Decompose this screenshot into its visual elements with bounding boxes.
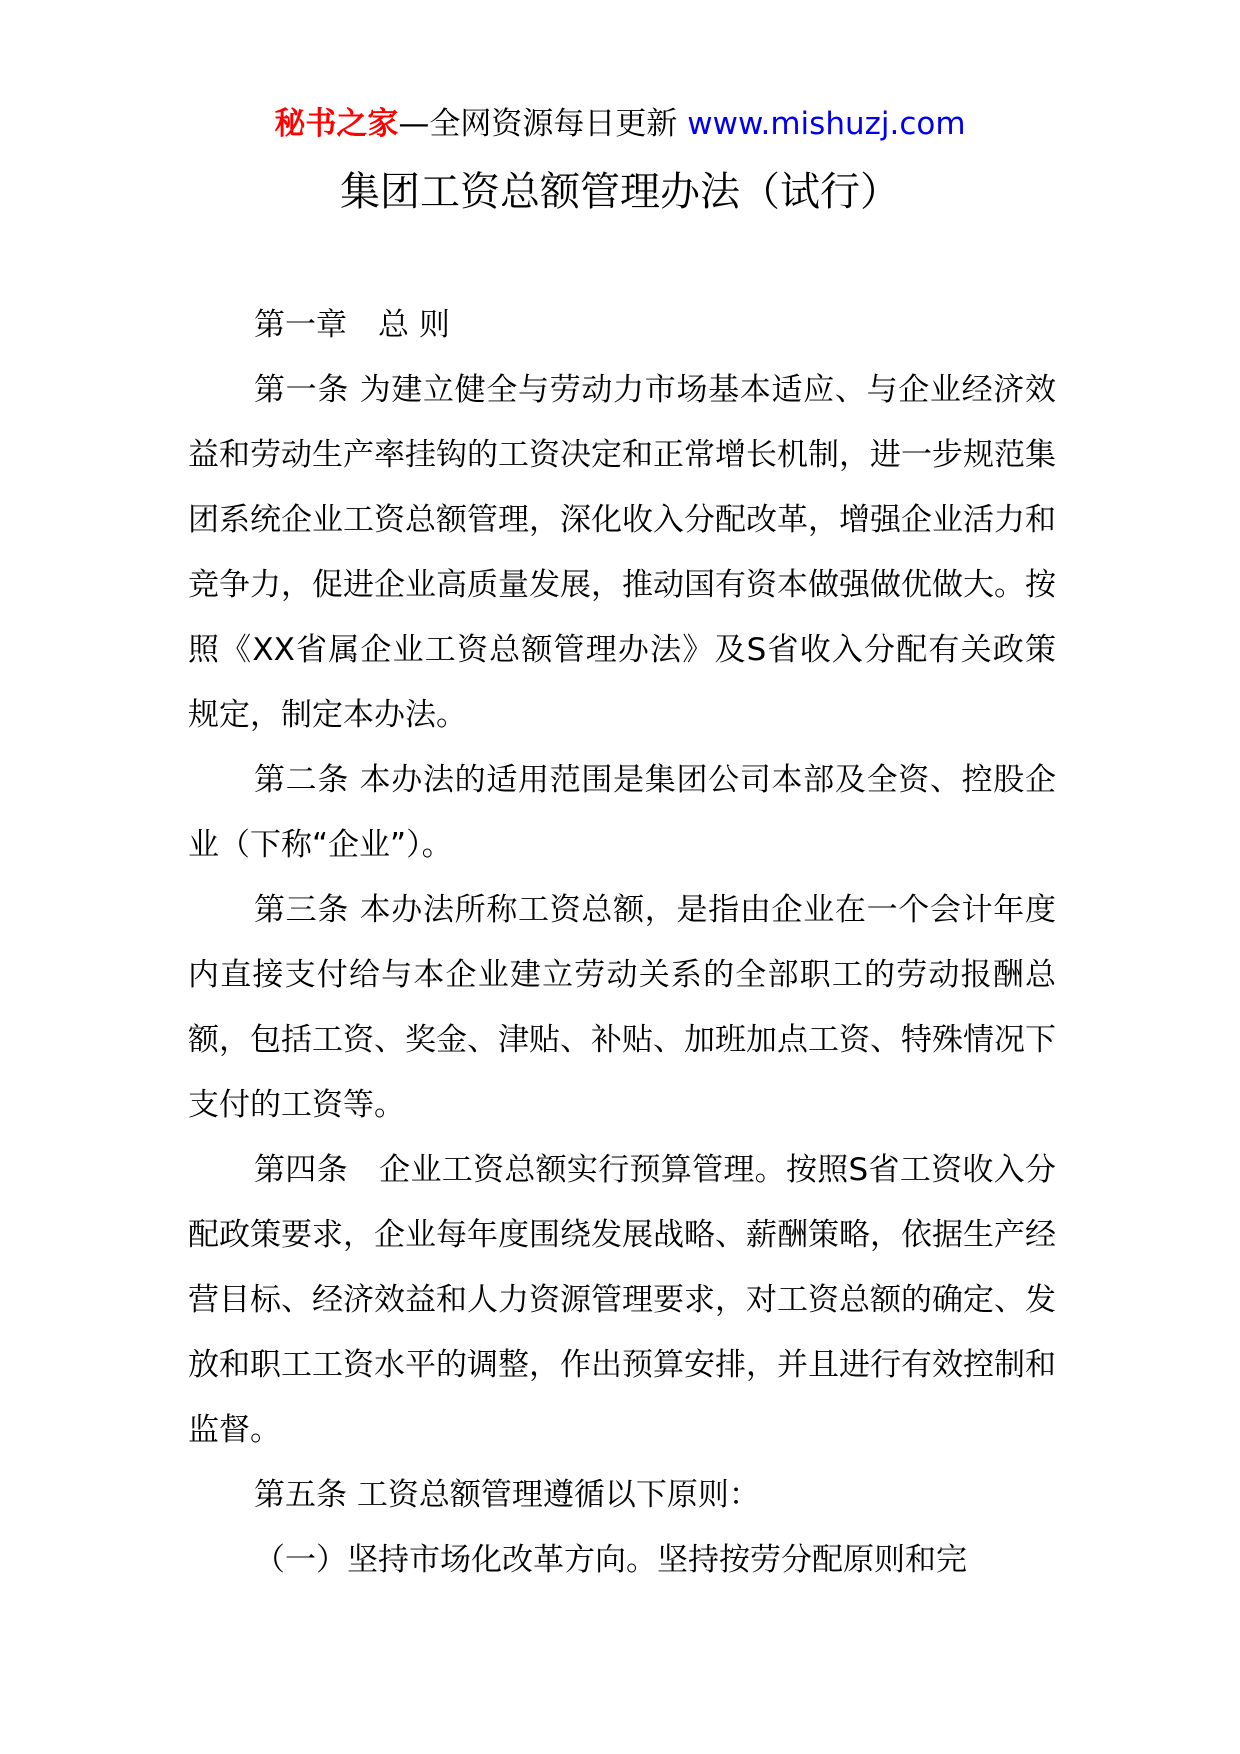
- website-link[interactable]: www.mishuzj.com: [687, 106, 966, 142]
- article-paragraph: 第五条 工资总额管理遵循以下原则：: [254, 1477, 760, 1513]
- article-paragraph: 第三条 本办法所称工资总额，是指由企业在一个会计年度内直接支付给与本企业建立劳动关系的全部职工的劳动报酬总额，包括工资、奖金、津贴、补贴、加班加点工资、特殊情况下支付的工资等。: [188, 892, 1056, 1123]
- article-paragraph: 第四条 企业工资总额实行预算管理。按照S省工资收入分配政策要求，企业每年度围绕发展战略、薪酬策略，依据生产经营目标、经济效益和人力资源管理要求，对工资总额的确定、发放和职工工资水平的调整，作出预算安排，并且进行有效控制和监督。: [188, 1152, 1056, 1448]
- chapter-heading: 第一章 总 则: [254, 307, 450, 343]
- article-paragraph: 第一条 为建立健全与劳动力市场基本适应、与企业经济效益和劳动生产率挂钩的工资决定和正常增长机制，进一步规范集团系统企业工资总额管理，深化收入分配改革，增强企业活力和竞争力，促进企业高质量发展，推动国有资本做强做优做大。按照《XX省属企业工资总额管理办法》及S省收入分配有关政策规定，制定本办法。: [188, 372, 1056, 733]
- banner-slogan: —全网资源每日更新: [398, 106, 688, 142]
- document-body: [188, 293, 1056, 1593]
- header-banner: [0, 102, 1240, 146]
- brand-name: 秘书之家: [274, 106, 399, 142]
- document-title: 集团工资总额管理办法（试行）: [340, 169, 900, 215]
- article-paragraph: （一）坚持市场化改革方向。坚持按劳分配原则和完: [254, 1542, 967, 1578]
- article-paragraph: 第二条 本办法的适用范围是集团公司本部及全资、控股企业（下称“企业”）。: [188, 762, 1056, 863]
